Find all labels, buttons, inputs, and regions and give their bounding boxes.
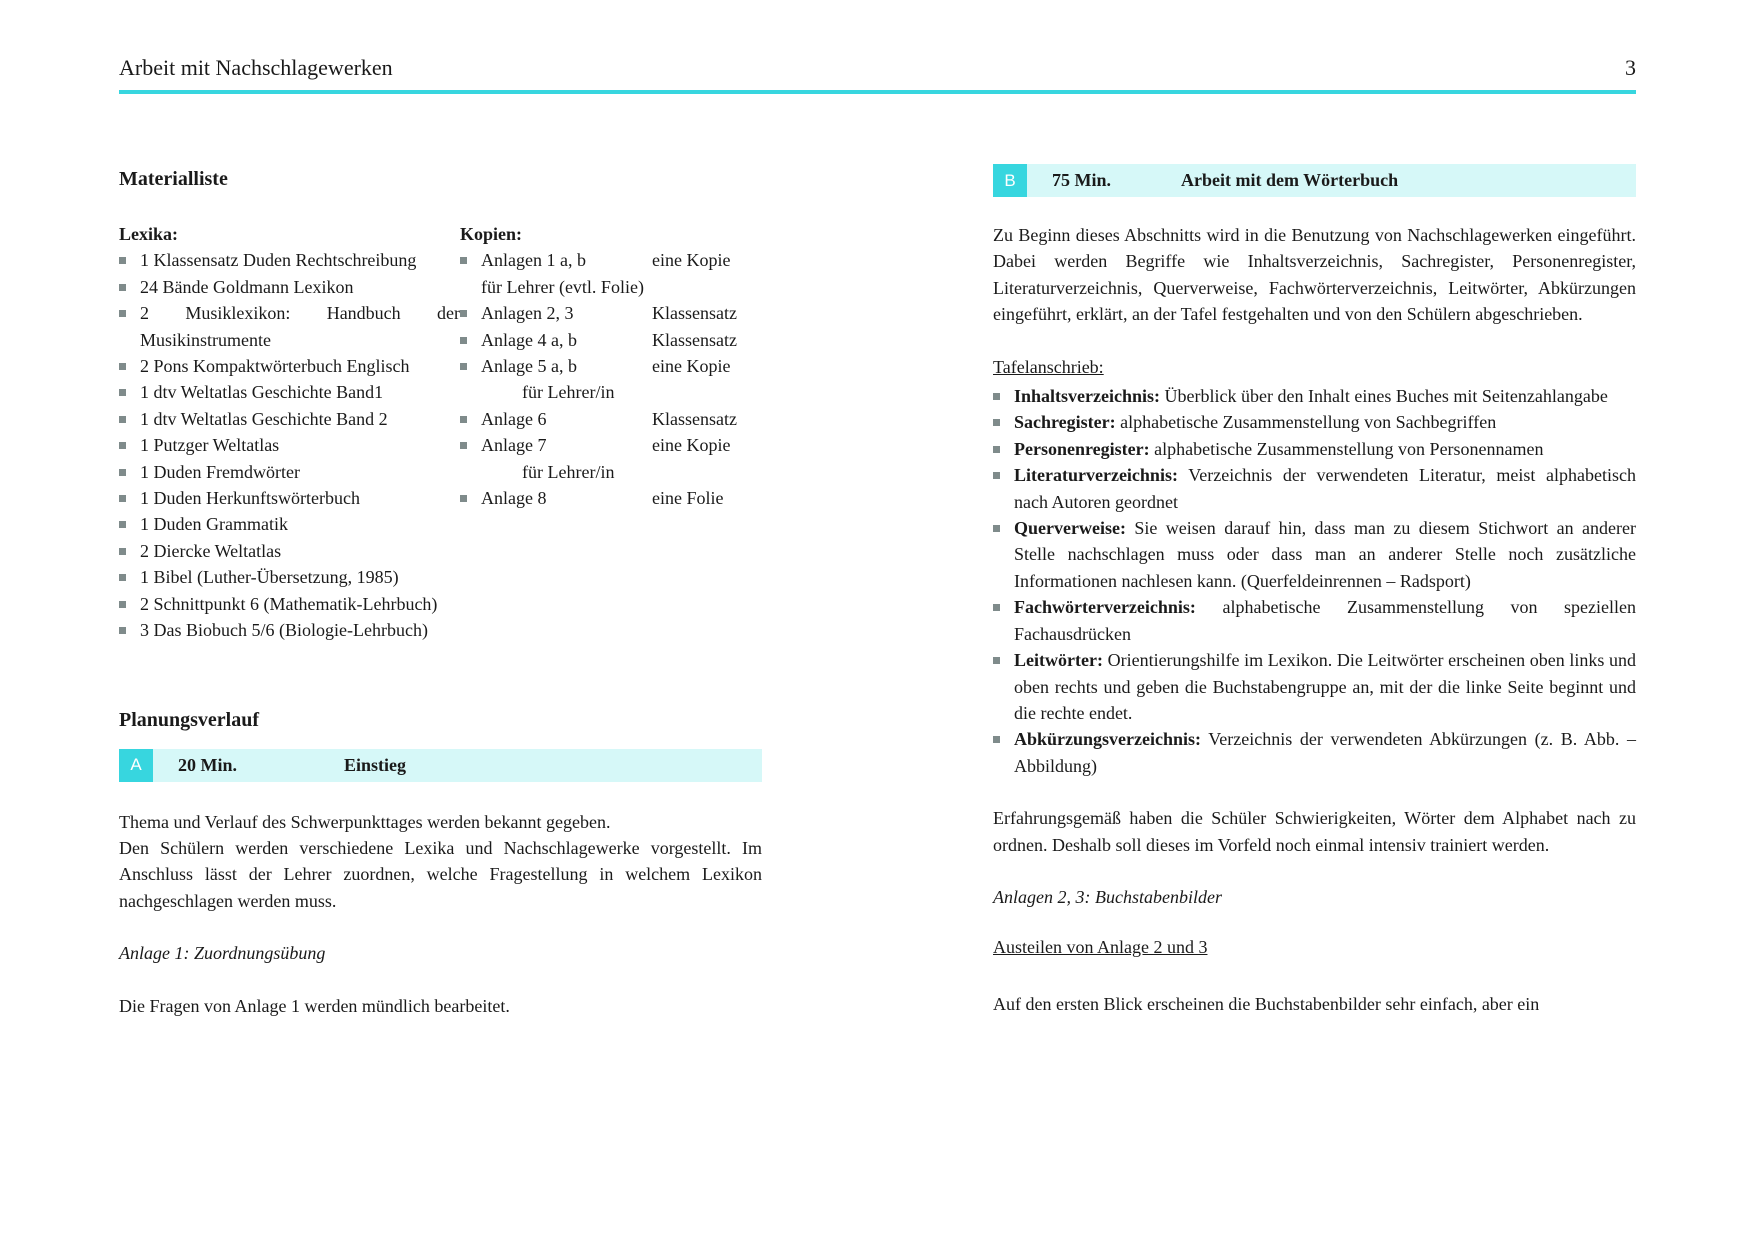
kopien-item-name: Anlage 8 bbox=[481, 488, 547, 509]
tafelanschrieb-label: Tafelanschrieb: bbox=[993, 356, 1104, 377]
paragraph: Thema und Verlauf des Schwerpunkttages werden bekannt gegeben. bbox=[119, 811, 611, 832]
lexika-label: Lexika: bbox=[119, 224, 179, 244]
tafel-item-text: Überblick über den Inhalt eines Buches mit Seitenzahlangabe bbox=[1160, 386, 1608, 407]
tafel-item-text: Orientierungshilfe im Lexikon. Die Leitwörter erscheinen oben links und oben rechts und geben die Buchstabengruppe an, mit der die linke Seite beginnt und die rechte endet. bbox=[1014, 650, 1636, 723]
kopien-item-name: Anlage 7 bbox=[481, 435, 547, 456]
intro-paragraph: Zu Beginn dieses Abschnitts wird in die Benutzung von Nachschlagewerken eingeführt. Dabei werden Begriffe wie Inhaltsverzeichnis, Sachregister, Personenregister, Literaturverzeichnis, Querverweise, Fachwörterverzeichnis, Leitwörter, Abkürzungen eingeführt, erklärt, an der Tafel festgehalten und von den Schülern abgeschrieben. bbox=[993, 225, 1636, 325]
kopien-item-note: für Lehrer/in bbox=[522, 382, 615, 403]
lexika-item: 1 Duden Herkunftswörterbuch bbox=[119, 485, 460, 511]
tafel-list bbox=[993, 383, 1636, 779]
tafel-item bbox=[993, 383, 1636, 409]
lexika-item: 1 Putzger Weltatlas bbox=[119, 432, 460, 458]
lexika-item: 3 Das Biobuch 5/6 (Biologie-Lehrbuch) bbox=[119, 617, 460, 643]
section-title: Arbeit mit dem Wörterbuch bbox=[1181, 170, 1399, 190]
kopien-item-name: Anlage 4 a, b bbox=[481, 329, 577, 350]
tafel-item bbox=[993, 436, 1636, 462]
kopien-item bbox=[460, 432, 762, 458]
lexika-item: 1 Duden Fremdwörter bbox=[119, 459, 460, 485]
tafel-item-text: alphabetische Zusammenstellung von Personennamen bbox=[1149, 438, 1544, 459]
kopien-item bbox=[460, 247, 762, 273]
tafel-item-term: Personenregister: bbox=[1014, 438, 1150, 459]
kopien-item-note: für Lehrer (evtl. Folie) bbox=[481, 276, 644, 297]
left-column bbox=[119, 164, 762, 1019]
section-duration: 20 Min. bbox=[178, 754, 238, 775]
header-rule bbox=[119, 90, 1636, 94]
lexika-item: 1 Duden Grammatik bbox=[119, 511, 460, 537]
paragraph: Den Schülern werden verschiedene Lexika und Nachschlagewerke vorgestellt. Im Anschluss lässt der Lehrer zuordnen, welche Fragestellung in welchem Lexikon nachgeschlagen werden muss. bbox=[119, 837, 762, 911]
lexika-item: 2 Musiklexikon: Handbuch der Musikinstrumente bbox=[119, 300, 460, 353]
lexika-item: 24 Bände Goldmann Lexikon bbox=[119, 274, 460, 300]
lexika-item: 1 dtv Weltatlas Geschichte Band1 bbox=[119, 379, 460, 405]
tafel-item-text: Sie weisen darauf hin, dass man zu diesem Stichwort an anderer Stelle nachschlagen muss oder dass man an anderer Stelle noch zusätzliche Informationen nachlesen kann. (Querfeldeinrennen – Radsport) bbox=[1014, 518, 1636, 591]
running-header-title: Arbeit mit Nachschlagewerken bbox=[119, 55, 393, 80]
lexika-item: 2 Diercke Weltatlas bbox=[119, 538, 460, 564]
tafel-item-term: Fachwörterverzeichnis: bbox=[1014, 597, 1196, 618]
tafel-item-text: alphabetische Zusammenstellung von speziellen Fachausdrücken bbox=[1014, 597, 1636, 644]
materialliste-heading: Materialliste bbox=[119, 168, 228, 190]
kopien-label: Kopien: bbox=[460, 224, 523, 244]
kopien-item bbox=[460, 406, 762, 432]
tafel-item-term: Abkürzungsverzeichnis: bbox=[1014, 729, 1202, 750]
kopien-item bbox=[460, 353, 762, 379]
tafel-item bbox=[993, 515, 1636, 594]
tafel-item-term: Leitwörter: bbox=[1014, 650, 1103, 671]
tafel-item bbox=[993, 726, 1636, 779]
tafel-item-term: Literaturverzeichnis: bbox=[1014, 465, 1178, 486]
instruction-heading: Austeilen von Anlage 2 und 3 bbox=[993, 937, 1208, 958]
kopien-item-name: Anlagen 1 a, b bbox=[481, 250, 586, 271]
tafel-item bbox=[993, 594, 1636, 647]
kopien-item-amount: Klassensatz bbox=[652, 303, 737, 324]
planungsverlauf-heading: Planungsverlauf bbox=[119, 708, 260, 731]
section-bar-b bbox=[993, 164, 1636, 197]
tafel-item-term: Sachregister: bbox=[1014, 412, 1116, 433]
lexika-item: 2 Schnittpunkt 6 (Mathematik-Lehrbuch) bbox=[119, 591, 460, 617]
material-list bbox=[119, 221, 762, 644]
lexika-item: 2 Pons Kompaktwörterbuch Englisch bbox=[119, 353, 460, 379]
tafel-item-term: Querverweise: bbox=[1014, 518, 1126, 539]
section-badge-a: A bbox=[119, 749, 153, 782]
anlage-reference: Anlagen 2, 3: Buchstabenbilder bbox=[993, 886, 1222, 907]
paragraph: Erfahrungsgemäß haben die Schüler Schwierigkeiten, Wörter dem Alphabet nach zu ordnen. Deshalb soll dieses im Vorfeld noch einmal intensiv trainiert werden. bbox=[993, 808, 1636, 855]
kopien-item-note: für Lehrer/in bbox=[522, 461, 615, 482]
section-title: Einstieg bbox=[344, 754, 407, 775]
kopien-item-amount: eine Kopie bbox=[652, 356, 731, 377]
tafel-item-text: alphabetische Zusammenstellung von Sachbegriffen bbox=[1115, 412, 1497, 433]
anlage-reference: Anlage 1: Zuordnungsübung bbox=[119, 943, 326, 964]
kopien-item-name: Anlagen 2, 3 bbox=[481, 303, 574, 324]
kopien-list bbox=[460, 221, 762, 644]
section-bar-a bbox=[119, 749, 762, 782]
kopien-item-amount: eine Folie bbox=[652, 488, 724, 509]
tafel-item bbox=[993, 647, 1636, 726]
lexika-item: 1 Klassensatz Duden Rechtschreibung bbox=[119, 247, 460, 273]
tafel-item-text: Verzeichnis der verwendeten Literatur, meist alphabetisch nach Autoren geordnet bbox=[1014, 465, 1636, 512]
kopien-item-amount: eine Kopie bbox=[652, 435, 731, 456]
lexika-item: 1 dtv Weltatlas Geschichte Band 2 bbox=[119, 406, 460, 432]
lexika-item: 1 Bibel (Luther-Übersetzung, 1985) bbox=[119, 564, 460, 590]
paragraph: Auf den ersten Blick erscheinen die Buchstabenbilder sehr einfach, aber ein bbox=[993, 993, 1540, 1014]
kopien-item bbox=[460, 300, 762, 326]
tafel-item-term: Inhaltsverzeichnis: bbox=[1014, 386, 1160, 407]
section-badge-b: B bbox=[993, 164, 1027, 197]
tafel-item-text: Verzeichnis der verwendeten Abkürzungen (z. B. Abb. – Abbildung) bbox=[1014, 729, 1636, 776]
right-column bbox=[993, 164, 1636, 1017]
kopien-item-name: Anlage 6 bbox=[481, 408, 547, 429]
paragraph: Die Fragen von Anlage 1 werden mündlich bearbeitet. bbox=[119, 995, 510, 1016]
page-number: 3 bbox=[1625, 55, 1636, 80]
kopien-item bbox=[460, 327, 762, 353]
kopien-item-amount: Klassensatz bbox=[652, 408, 737, 429]
tafel-item bbox=[993, 462, 1636, 515]
kopien-item-amount: Klassensatz bbox=[652, 329, 737, 350]
lexika-list bbox=[119, 221, 460, 644]
kopien-item bbox=[460, 485, 762, 511]
tafel-item bbox=[993, 409, 1636, 435]
section-duration: 75 Min. bbox=[1052, 170, 1112, 190]
kopien-item-name: Anlage 5 a, b bbox=[481, 356, 577, 377]
kopien-item-amount: eine Kopie bbox=[652, 250, 731, 271]
